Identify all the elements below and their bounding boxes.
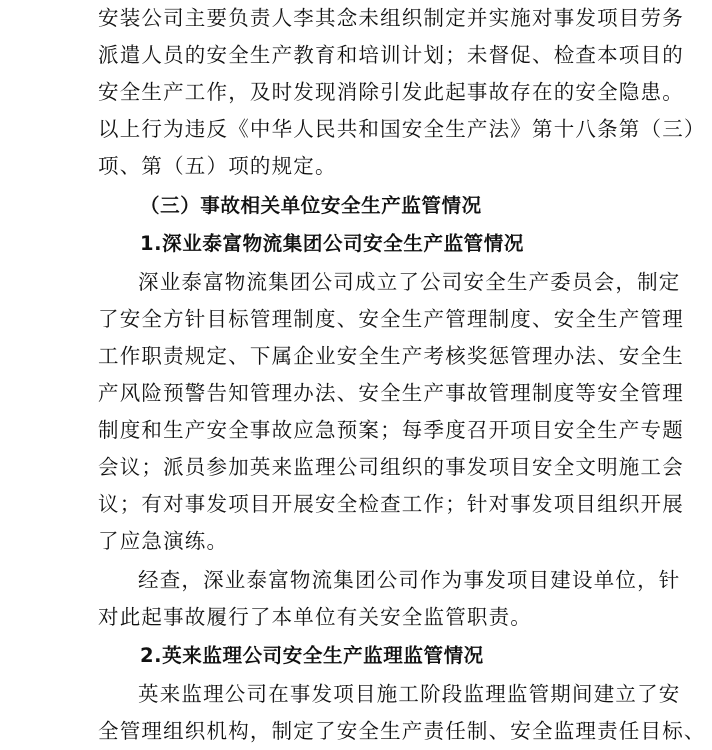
paragraph-line: 项、第（五）项的规定。 [98,154,337,178]
paragraph-line: 派遣人员的安全生产教育和培训计划；未督促、检查本项目的 [98,43,684,67]
paragraph-line: 深业泰富物流集团公司成立了公司安全生产委员会，制定 [138,270,681,294]
paragraph-line: 了应急演练。 [98,529,229,553]
paragraph-line: 会议；派员参加英来监理公司组织的事发项目安全文明施工会 [98,455,684,479]
subsection-heading: 2.英来监理公司安全生产监理监管情况 [140,644,484,667]
paragraph-line: 全管理组织机构，制定了安全生产责任制、安全监理责任目标、 [98,719,706,743]
subsection-heading: 1.深业泰富物流集团公司安全生产监管情况 [140,232,524,255]
paragraph-line: 安装公司主要负责人李其念未组织制定并实施对事发项目劳务 [98,6,684,30]
paragraph-line: 了安全方针目标管理制度、安全生产管理制度、安全生产管理 [98,307,684,331]
paragraph-line: 制度和生产安全事故应急预案；每季度召开项目安全生产专题 [98,418,684,442]
paragraph-line: 经查，深业泰富物流集团公司作为事发项目建设单位，针 [138,568,681,592]
paragraph-line: 议；有对事发项目开展安全检查工作；针对事发项目组织开展 [98,492,684,516]
paragraph-line: 英来监理公司在事发项目施工阶段监理监管期间建立了安 [138,682,681,706]
section-heading: （三）事故相关单位安全生产监管情况 [140,194,482,217]
paragraph-line: 产风险预警告知管理办法、安全生产事故管理制度等安全管理 [98,381,684,405]
paragraph-line: 工作职责规定、下属企业安全生产考核奖惩管理办法、安全生 [98,344,684,368]
paragraph-line: 以上行为违反《中华人民共和国安全生产法》第十八条第（三） [98,117,706,141]
paragraph-line: 对此起事故履行了本单位有关安全监管职责。 [98,605,532,629]
paragraph-line: 安全生产工作，及时发现消除引发此起事故存在的安全隐患。 [98,80,684,104]
